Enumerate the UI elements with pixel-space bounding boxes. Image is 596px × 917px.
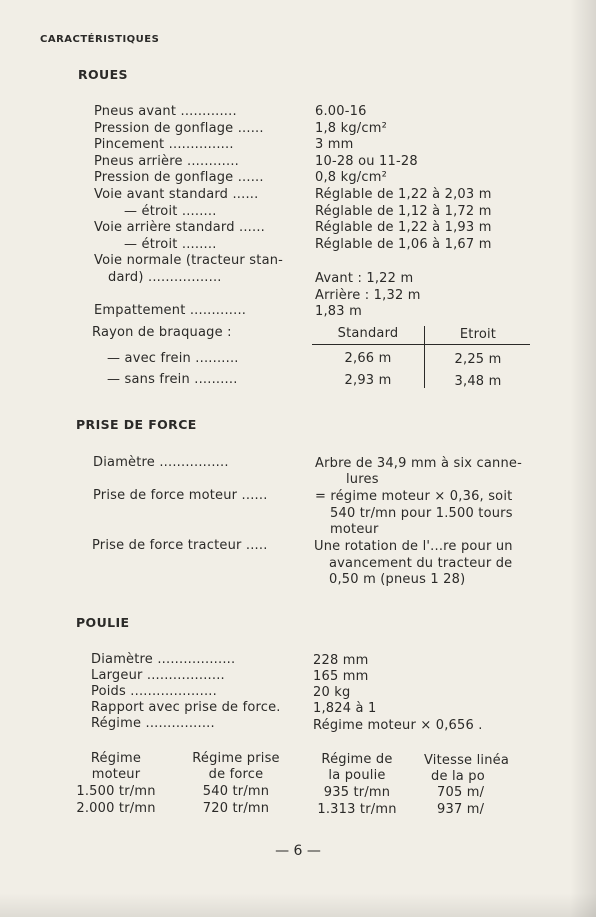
poulie-table-cell: 1.313 tr/mn [317,802,397,817]
poulie-table-header: Vitesse linéa [424,753,510,768]
poulie-row-value: 165 mm [313,669,369,684]
running-header: CARACTÉRISTIQUES [40,34,160,45]
poulie-table-header: Régime de [321,752,393,767]
row-label: Voie avant standard ...... [94,187,259,202]
voie-normale-label-cont: dard) ................. [108,270,222,285]
row-label: Pneus arrière ............ [94,154,240,169]
braquage-row-label: — avec frein .......... [107,351,239,366]
pdf-moteur-value-cont: moteur [330,522,379,537]
braquage-etroit-value: 3,48 m [454,374,502,389]
poulie-table-header: Régime prise [192,751,280,766]
braquage-column-divider [424,326,425,388]
pdf-tracteur-value-cont: avancement du tracteur de [329,556,513,571]
row-label: Pneus avant ............. [94,104,237,119]
poulie-table-header: la poulie [328,768,386,783]
empattement-label: Empattement ............. [94,303,247,318]
pdf-diametre-value-cont: lures [346,472,379,487]
section-title-roues: ROUES [78,67,128,82]
poulie-table-cell: 720 tr/mn [202,801,270,816]
poulie-table-cell: 935 tr/mn [323,785,391,800]
poulie-row-label: Largeur .................. [91,668,225,683]
row-label: Voie arrière standard ...... [94,220,265,235]
poulie-row-value: Régime moteur × 0,656 . [313,718,483,733]
poulie-row-value: 228 mm [313,653,369,668]
row-value: Réglable de 1,06 à 1,67 m [315,237,492,252]
row-value: Réglable de 1,22 à 2,03 m [315,187,492,202]
braquage-standard-value: 2,93 m [344,373,392,388]
poulie-table-header: Régime [90,751,142,766]
pdf-moteur-value-cont: 540 tr/mn pour 1.500 tours [330,506,513,521]
braquage-col-standard: Standard [337,326,399,341]
poulie-table-header: de la po [431,769,485,784]
row-value: 3 mm [315,137,354,152]
poulie-table-header: de force [208,767,264,782]
row-value: 1,8 kg/cm² [315,121,387,136]
section-title-poulie: POULIE [76,615,130,630]
braquage-col-etroit: Etroit [459,327,497,342]
poulie-table-cell: 1.500 tr/mn [76,784,156,799]
voie-normale-label: Voie normale (tracteur stan- [94,253,284,268]
pdf-moteur-label: Prise de force moteur ...... [93,488,268,503]
braquage-label: Rayon de braquage : [92,325,232,340]
row-label: Pincement ............... [94,137,234,152]
page-bottom-shadow [0,893,596,917]
pdf-diametre-value: Arbre de 34,9 mm à six canne- [315,456,522,471]
poulie-row-value: 20 kg [313,685,351,700]
braquage-standard-value: 2,66 m [344,351,392,366]
page-edge-shadow [570,0,596,917]
row-label: Pression de gonflage ...... [94,170,264,185]
row-value: 0,8 kg/cm² [315,170,387,185]
poulie-row-label: Diamètre .................. [91,652,236,667]
voie-normale-avant: Avant : 1,22 m [315,271,414,286]
row-value: 10-28 ou 11-28 [315,154,418,169]
voie-normale-arriere: Arrière : 1,32 m [315,288,421,303]
braquage-etroit-value: 2,25 m [454,352,502,367]
poulie-table-cell: 540 tr/mn [202,784,270,799]
row-label: Pression de gonflage ...... [94,121,264,136]
poulie-table-header: moteur [91,767,141,782]
section-title-prise-de-force: PRISE DE FORCE [76,417,197,432]
row-value: Réglable de 1,12 à 1,72 m [315,204,492,219]
pdf-tracteur-value-cont: 0,50 m (pneus 1 28) [329,572,466,587]
poulie-table-cell: 2.000 tr/mn [76,801,156,816]
pdf-diametre-label: Diamètre ................ [93,455,229,470]
poulie-row-label: Régime ................ [91,716,215,731]
pdf-tracteur-label: Prise de force tracteur ..... [92,538,268,553]
empattement-value: 1,83 m [315,304,362,319]
poulie-row-label: Poids .................... [91,684,217,699]
poulie-row-value: 1,824 à 1 [313,701,377,716]
pdf-tracteur-value: Une rotation de l'...re pour un [314,539,513,554]
row-label: — étroit ........ [124,204,217,219]
row-value: 6.00-16 [315,104,367,119]
row-value: Réglable de 1,22 à 1,93 m [315,220,492,235]
row-label: — étroit ........ [124,237,217,252]
braquage-row-label: — sans frein .......... [107,372,238,387]
poulie-row-label: Rapport avec prise de force. [91,700,281,715]
poulie-table-cell: 705 m/ [437,785,485,800]
page-number: — 6 — [275,843,321,859]
braquage-header-rule [312,344,530,345]
pdf-moteur-value: = régime moteur × 0,36, soit [315,489,513,504]
poulie-table-cell: 937 m/ [437,802,485,817]
